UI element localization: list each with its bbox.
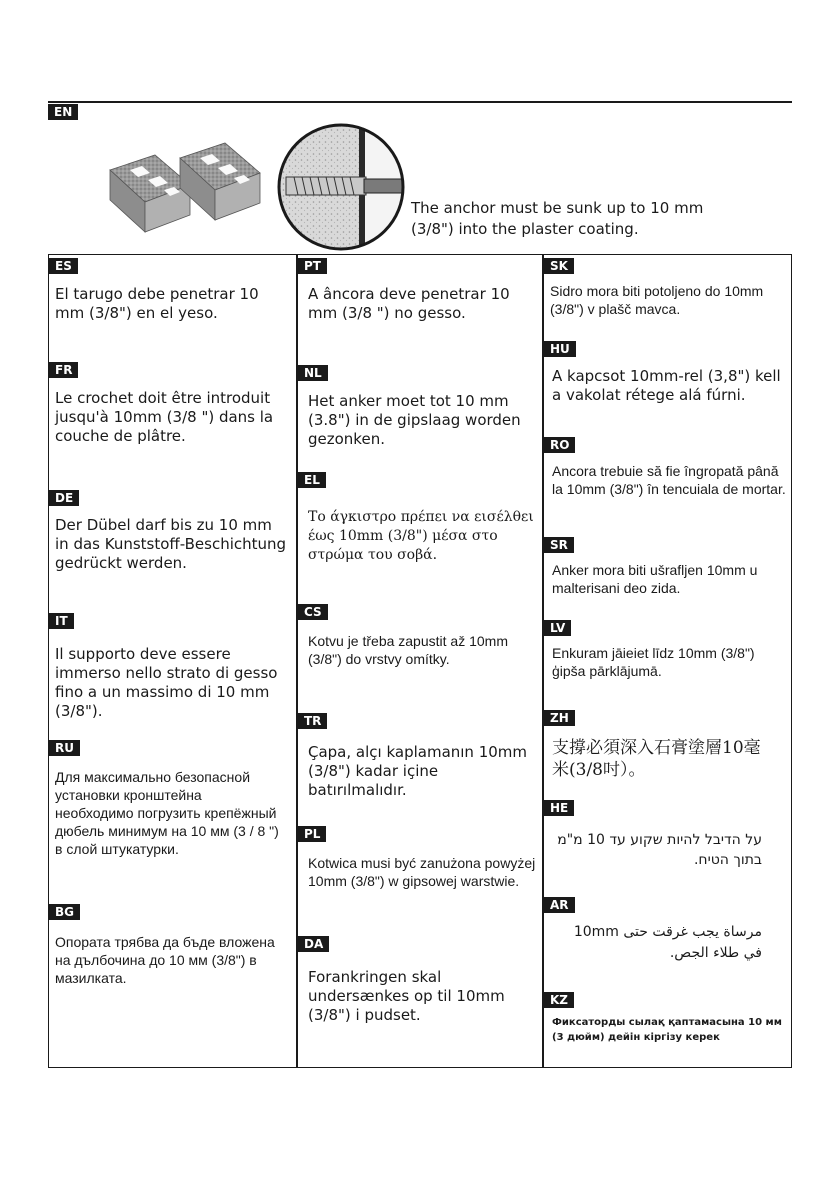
- text-ro: Ancora trebuie să fie îngropată până la 10mm (3/8") în tencuiala de mortar.: [552, 463, 786, 497]
- lang-badge-el: EL: [298, 472, 326, 488]
- lang-badge-kz: KZ: [544, 992, 574, 1008]
- lang-badge-pl: PL: [298, 826, 326, 842]
- text-bg: Опората трябва да бъде вложена на дълбочина до 10 мм (3/8") в мазилката.: [55, 934, 275, 986]
- text-nl: Het anker moet tot 10 mm (3.8") in de gipslaag worden gezonken.: [308, 392, 521, 448]
- text-kz: Фиксаторды сылақ қаптамасына 10 мм (3 дюйм) дейін кіргізу керек: [552, 1017, 782, 1043]
- anchor-cross-section-illustration: [276, 122, 406, 252]
- lang-badge-zh: ZH: [544, 710, 575, 726]
- lang-badge-nl: NL: [298, 365, 328, 381]
- lang-badge-fr: FR: [49, 362, 78, 378]
- text-sk: Sidro mora biti potoljeno do 10mm (3/8") v plašč mavca.: [550, 283, 764, 317]
- text-pl: Kotwica musi być zanużona powyżej 10mm (3/8") w gipsowej warstwie.: [308, 855, 536, 889]
- text-de: Der Dübel darf bis zu 10 mm in das Kunststoff-Beschichtung gedrückt werden.: [55, 516, 287, 572]
- concrete-blocks-illustration: [100, 140, 275, 240]
- lang-badge-da: DA: [298, 936, 329, 952]
- lang-badge-hu: HU: [544, 341, 576, 357]
- lang-badge-pt: PT: [298, 258, 327, 274]
- concrete-block-right: [180, 143, 260, 220]
- lang-badge-ru: RU: [49, 740, 80, 756]
- text-it: Il supporto deve essere immerso nello strato di gesso fino a un massimo di 10 mm (3/8").: [55, 645, 278, 720]
- text-pt: A âncora deve penetrar 10 mm (3/8 ") no gesso.: [308, 285, 510, 322]
- text-el: Το άγκιστρο πρέπει να εισέλθει έως 10mm (3/8") μέσα στο στρώμα του σοβά.: [308, 509, 534, 563]
- text-hu: A kapcsot 10mm-rel (3,8") kell a vakolat rétege alá fúrni.: [552, 367, 781, 404]
- header-caption: The anchor must be sunk up to 10 mm (3/8") into the plaster coating.: [411, 199, 704, 238]
- lang-badge-es: ES: [49, 258, 78, 274]
- lang-badge-lv: LV: [544, 620, 571, 636]
- lang-badge-sr: SR: [544, 537, 574, 553]
- top-rule: [48, 101, 792, 103]
- text-es: El tarugo debe penetrar 10 mm (3/8") en el yeso.: [55, 285, 259, 322]
- lang-badge-ro: RO: [544, 437, 575, 453]
- lang-badge-it: IT: [49, 613, 74, 629]
- lang-badge-tr: TR: [298, 713, 327, 729]
- lang-badge-cs: CS: [298, 604, 328, 620]
- text-cs: Kotvu je třeba zapustit až 10mm (3/8") do vrstvy omítky.: [308, 633, 508, 667]
- lang-badge-sk: SK: [544, 258, 574, 274]
- lang-badge-ar: AR: [544, 897, 575, 913]
- text-he: על הדיבל להיות שקוע עד 10 מ"מ בתוך הטיח.: [557, 832, 762, 868]
- lang-badge-de: DE: [49, 490, 79, 506]
- text-zh: 支撐必須深入石膏塗層10毫米(3/8吋）。: [552, 738, 761, 780]
- text-ar: مرساة يجب غرقت حتى 10mm في طلاء الجص.: [573, 924, 762, 961]
- text-ru: Для максимально безопасной установки кронштейна необходимо погрузить крепёжный дюбель минимум на 10 мм (3 / 8 ") в слой штукатурки.: [55, 769, 279, 857]
- lang-badge-en: EN: [48, 104, 78, 120]
- text-sr: Anker mora biti ušrafljen 10mm u malterisani deo zida.: [552, 562, 758, 596]
- text-fr: Le crochet doit être introduit jusqu'à 10mm (3/8 ") dans la couche de plâtre.: [55, 389, 274, 445]
- lang-badge-bg: BG: [49, 904, 80, 920]
- concrete-block-left: [110, 155, 190, 232]
- text-lv: Enkuram jāieiet līdz 10mm (3/8") ģipša pārklājumā.: [552, 645, 755, 679]
- text-da: Forankringen skal undersænkes op til 10mm (3/8") i pudset.: [308, 968, 505, 1024]
- column-divider-2: [542, 254, 544, 1068]
- text-tr: Çapa, alçı kaplamanın 10mm (3/8") kadar içine batırılmalıdır.: [308, 743, 528, 799]
- lang-badge-he: HE: [544, 800, 574, 816]
